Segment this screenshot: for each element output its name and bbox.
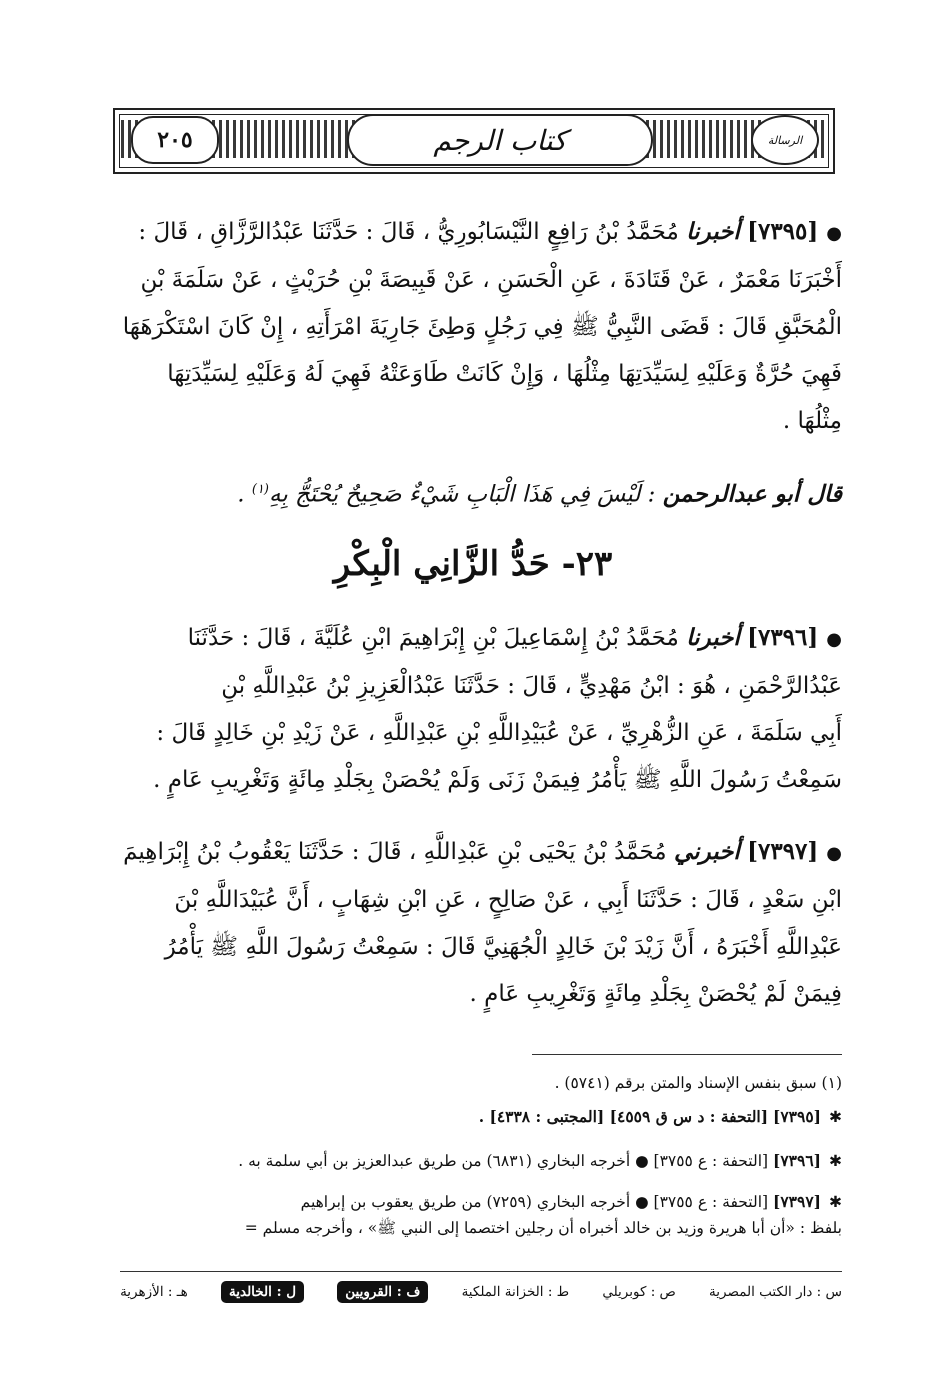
hadith-line: مُحَمَّدُ بْنُ يَحْيَى بْنِ عَبْدِاللَّهِ ، قَالَ : حَدَّثَنَا يَعْقُوبُ بْنُ إِبْرَاهِيمَ <box>123 839 667 865</box>
source-l: ل : الخالدية <box>221 1281 304 1303</box>
hadith-line: مِثْلُهَا . <box>782 408 842 434</box>
publisher-logo <box>751 115 819 165</box>
author-comment <box>150 466 842 519</box>
footnote-number: [٧٣٩٦] <box>773 1151 821 1170</box>
hadith-7395 <box>120 208 842 445</box>
bullet-icon: ● <box>826 223 842 244</box>
hadith-line: ابْنِ سَعْدٍ ، قَالَ : حَدَّثَنَا أَبِي ، عَنْ صَالِحٍ ، عَنِ ابْنِ شِهَابٍ ، أَنَّ عُبَيْدَاللَّهِ بْنَ <box>174 887 842 913</box>
hadith-line: عَبْدِاللَّهِ أَخْبَرَهُ ، أَنَّ زَيْدَ بْنَ خَالِدٍ الْجُهَنِيَّ قَالَ : سَمِعْتُ رَسُولَ اللَّهِ ﷺ يَأْمُرُ <box>164 934 842 960</box>
hadith-line: فَهِيَ حُرَّةٌ وَعَلَيْهِ لِسَيِّدَتِهَا مِثْلُهَا ، وَإِنْ كَانَتْ طَاوَعَتْهُ فَهِيَ لَهُ وَعَلَيْهِ لِسَيِّدَتِهَا <box>167 361 842 387</box>
hadith-number: [٧٣٩٧] <box>747 838 819 865</box>
hadith-line: سَمِعْتُ رَسُولَ اللَّهِ ﷺ يَأْمُرُ فِيمَنْ زَنَى وَلَمْ يُحْصَنْ بِجَلْدِ مِائَةٍ وَتَغْرِيبِ عَامٍ . <box>153 767 842 793</box>
logo-text: الرسالة <box>767 133 803 147</box>
footnote-number: [٧٣٩٥] <box>773 1107 821 1126</box>
source-s: س : دار الكتب المصرية <box>709 1284 842 1300</box>
narration-word: أخبرنا <box>686 624 740 651</box>
bullet-icon: ● <box>826 629 842 650</box>
asterisk-icon: ✱ <box>829 1193 842 1211</box>
sources-divider <box>120 1271 842 1272</box>
hadith-line: أَبِي سَلَمَةَ ، عَنِ الزُّهْرِيِّ ، عَنْ عُبَيْدِاللَّهِ بْنِ عَبْدِاللَّهِ ، عَنْ زَيْدِ بْنِ خَالِدٍ قَالَ : <box>156 720 842 746</box>
footnote-text: [التحفة : د س ق ٤٥٥٩] [المجتبى : ٤٣٣٨] . <box>478 1107 769 1126</box>
hadith-number: [٧٣٩٥] <box>747 218 819 245</box>
bullet-icon: ● <box>826 843 842 864</box>
section-heading: ٢٣- حَدُّ الزَّانِي الْبِكْرِ <box>333 544 613 584</box>
source-f: ف : القرويين <box>337 1281 428 1303</box>
hadith-line: مُحَمَّدُ بْنُ إِسْمَاعِيلَ بْنِ إِبْرَاهِيمَ ابْنِ عُلَيَّةَ ، قَالَ : حَدَّثَنَا <box>187 625 679 651</box>
source-s-alt: ص : كوبريلي <box>602 1284 676 1300</box>
manuscript-sources <box>120 1277 842 1307</box>
page-header <box>113 108 835 174</box>
footnote-text-cont: بلفظ : «أن أبا هريرة وزيد بن خالد أخبراه أن رجلين اختصما إلى النبي ﷺ» ، وأخرجه مسلم = <box>244 1219 842 1237</box>
hadith-line: الْمُحَبَّقِ قَالَ : قَضَى النَّبِيُّ ﷺ فِي رَجُلٍ وَطِئَ جَارِيَةَ امْرَأَتِهِ ، إِنْ كَانَ اسْتَكْرَهَهَا <box>122 314 842 340</box>
hadith-line: أَخْبَرَنَا مَعْمَرٌ ، عَنْ قَتَادَةَ ، عَنِ الْحَسَنِ ، عَنْ قَبِيصَةَ بْنِ حُرَيْثٍ ، عَنْ سَلَمَةَ بْنِ <box>140 267 842 293</box>
hadith-number: [٧٣٩٦] <box>747 624 819 651</box>
source-h: هـ : الأزهرية <box>120 1284 188 1300</box>
footnote-7395 <box>120 1104 842 1130</box>
footnote-text: [التحفة : ع ٣٧٥٥] ● أخرجه البخاري (٦٨٣١) من طريق عبدالعزيز بن أبي سلمة به . <box>238 1152 769 1170</box>
comment-lead: قال أبو عبدالرحمن <box>662 480 842 508</box>
footnote-1: (١) سبق بنفس الإسناد والمتن برقم (٥٧٤١) . <box>554 1074 842 1092</box>
hadith-line: فِيمَنْ لَمْ يُحْصَنْ بِجَلْدِ مِائَةٍ وَتَغْرِيبِ عَامٍ . <box>469 981 842 1007</box>
hadith-7397 <box>120 828 842 1018</box>
source-t: ط : الخزانة الملكية <box>461 1284 570 1300</box>
footnote-7397 <box>120 1189 842 1241</box>
footnote-text: [التحفة : ع ٣٧٥٥] ● أخرجه البخاري (٧٢٥٩) من طريق يعقوب بن إبراهيم <box>300 1193 769 1211</box>
hadith-line: عَبْدُالرَّحْمَنِ ، هُوَ : ابْنُ مَهْدِيٍّ ، قَالَ : حَدَّثَنَا عَبْدُالْعَزِيزِ بْنُ عَبْدِاللَّهِ بْنِ <box>221 673 842 699</box>
page-number: ٢٠٥ <box>131 116 219 164</box>
narration-word: أخبرنا <box>686 218 740 245</box>
comment-text: : لَيْسَ فِي هَذَا الْبَابِ شَيْءٌ صَحِيحٌ يُحْتَجُّ بِهِ <box>268 481 656 508</box>
hadith-7396 <box>120 614 842 804</box>
footnote-7396 <box>120 1148 842 1174</box>
footnote-number: [٧٣٩٧] <box>773 1192 821 1211</box>
asterisk-icon: ✱ <box>829 1108 842 1126</box>
narration-word: أخبرني <box>673 838 740 865</box>
chapter-title: كتاب الرجم <box>347 114 653 166</box>
footnote-divider <box>532 1054 842 1055</box>
hadith-line: مُحَمَّدُ بْنُ رَافِعٍ النَّيْسَابُورِيُّ ، قَالَ : حَدَّثَنَا عَبْدُالرَّزَّاقِ ، قَالَ : <box>138 219 679 245</box>
footnote-ref: (١) <box>251 482 269 497</box>
comment-end: . <box>237 481 245 508</box>
asterisk-icon: ✱ <box>829 1152 842 1170</box>
